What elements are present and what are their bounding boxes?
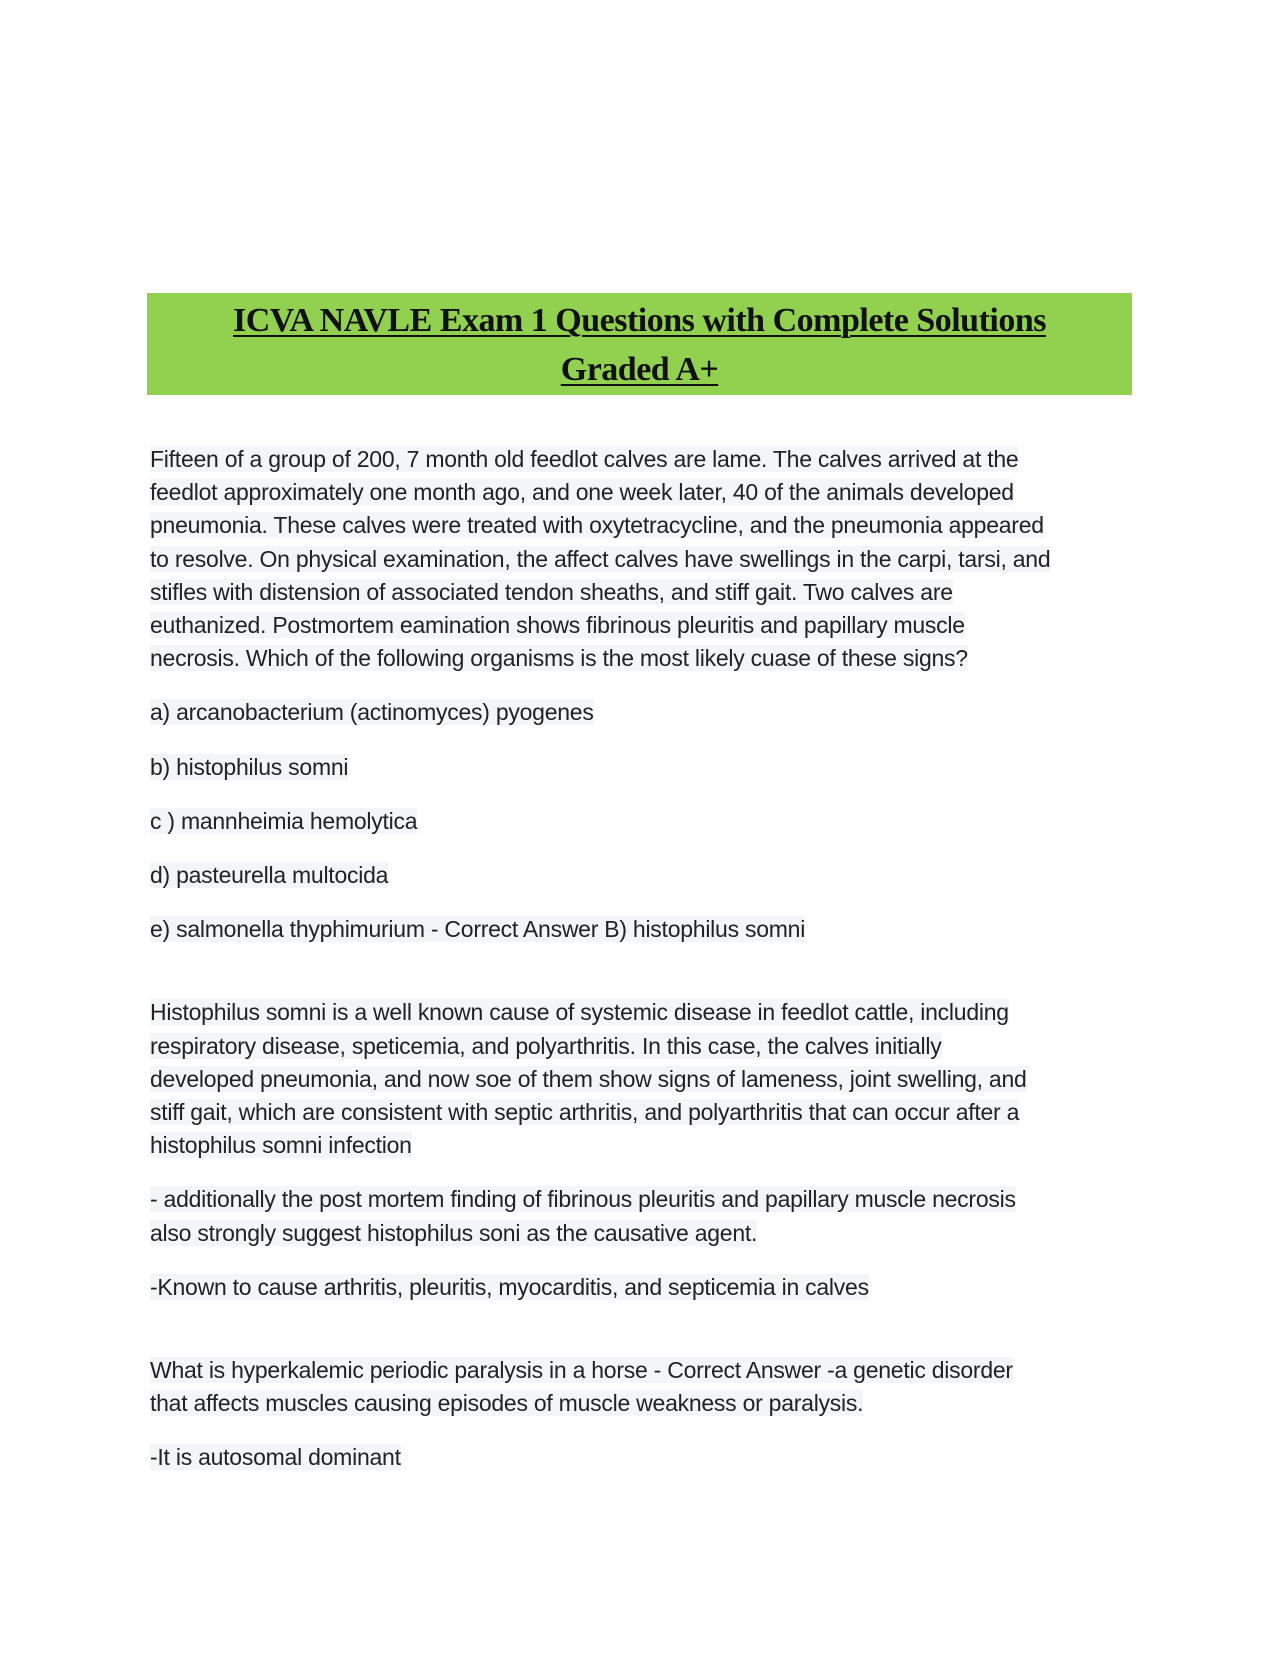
question-2-line: that affects muscles causing episodes of muscle weakness or paralysis.: [150, 1390, 864, 1417]
explanation-line: Histophilus somni is a well known cause of systemic disease in feedlot cattle, including: [150, 999, 1009, 1026]
question-1-stem-line: pneumonia. These calves were treated with oxytetracycline, and the pneumonia appeared: [150, 512, 1044, 539]
question-1-stem-line: to resolve. On physical examination, the affect calves have swellings in the carpi, tarsi, and: [150, 545, 1051, 572]
explanation-paragraph-2: [150, 1183, 1135, 1249]
question-2-with-answer: [150, 1354, 1135, 1420]
option-b: b) histophilus somni: [150, 753, 349, 780]
explanation-paragraph-3: -Known to cause arthritis, pleuritis, myocarditis, and septicemia in calves: [150, 1273, 869, 1300]
question-1-stem-line: necrosis. Which of the following organisms is the most likely cuase of these signs?: [150, 645, 968, 672]
question-1-stem-line: stifles with distension of associated tendon sheaths, and stiff gait. Two calves are: [150, 578, 953, 605]
explanation-paragraph-1: [150, 996, 1135, 1162]
option-c: c ) mannheimia hemolytica: [150, 807, 418, 834]
explanation-line: developed pneumonia, and now soe of them show signs of lameness, joint swelling, and: [150, 1065, 1027, 1092]
question-2-line: What is hyperkalemic periodic paralysis in a horse - Correct Answer -a genetic disorder: [150, 1357, 1013, 1384]
question-1-stem-line: feedlot approximately one month ago, and one week later, 40 of the animals developed: [150, 479, 1014, 506]
option-d: d) pasteurella multocida: [150, 862, 389, 889]
question-1-stem: [150, 443, 1135, 675]
explanation-line: stiff gait, which are consistent with septic arthritis, and polyarthritis that can occur after a: [150, 1099, 1020, 1126]
question-1-stem-line: euthanized. Postmortem eamination shows fibrinous pleuritis and papillary muscle: [150, 612, 965, 639]
explanation-line: respiratory disease, speticemia, and polyarthritis. In this case, the calves initially: [150, 1032, 942, 1059]
question-1-stem-line: Fifteen of a group of 200, 7 month old feedlot calves are lame. The calves arrived at the: [150, 446, 1019, 472]
question-2-note: -It is autosomal dominant: [150, 1444, 401, 1471]
explanation-line: also strongly suggest histophilus soni as the causative agent.: [150, 1219, 758, 1246]
explanation-line: - additionally the post mortem finding of fibrinous pleuritis and papillary muscle necrosis: [150, 1186, 1016, 1213]
option-e-with-answer: e) salmonella thyphimurium - Correct Answer B) histophilus somni: [150, 916, 806, 943]
option-a: a) arcanobacterium (actinomyces) pyogenes: [150, 699, 594, 726]
document-title-line-1: ICVA NAVLE Exam 1 Questions with Complete Solutions: [233, 302, 1046, 339]
document-title-line-2: Graded A+: [560, 351, 719, 388]
explanation-line: histophilus somni infection: [150, 1132, 412, 1159]
document-title-banner: [147, 293, 1132, 395]
document-body: [150, 443, 1135, 1475]
